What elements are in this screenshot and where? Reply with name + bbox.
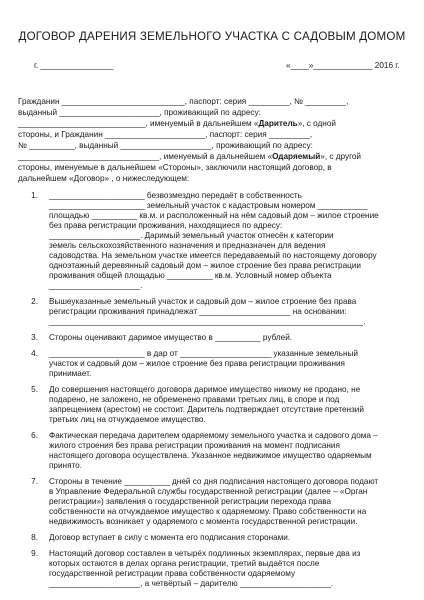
clause-line: запрещением (арестом) не состоит. Даритель подтверждает отсутствие претензий (49, 405, 364, 414)
clause-line: без права регистрации проживания, находящиеся по адресу: (49, 221, 283, 230)
clause-line: настоящего договора осуществлена. Указанное недвижимое имущество одаряемым (49, 451, 372, 460)
clause-line: До совершения настоящего договора даримое имущество никому не продано, не (49, 385, 361, 394)
intro-text: _______________________________, именуемый в дальнейшем « (18, 152, 273, 161)
clause-line: Вышеуказанные земельный участок и садовый дом – жилое строение без права (49, 297, 357, 306)
clause-line: регистрации проживания принадлежат ____________________ на основании: (49, 307, 347, 316)
clause-line: регистрации») заявления о государственной регистрации перехода права (49, 497, 332, 506)
date-line: «____»_____________ 2016 г. (286, 61, 400, 70)
clause-number: 4. (31, 349, 38, 358)
clause-line: Настоящий договор составлен в четырёх подлинных экземплярах, первые два из (49, 549, 361, 558)
clause-line: Договор вступает в силу с момента его подписания сторонами. (49, 533, 291, 542)
clause-line: _____________________ безвозмездно передаёт в собственность (49, 191, 302, 200)
clause-line: государственной регистрации права собственности одаряемому (49, 569, 296, 578)
intro-text: », с одной (297, 119, 336, 128)
intro-line (18, 119, 336, 129)
clause-line: недвижимость возникает у одаряемого с момента государственной регистрации. (49, 517, 358, 526)
clause-line: _____________________________________________________________________. (49, 317, 366, 326)
donor-term: Даритель (258, 119, 298, 128)
donee-term: Одаряемый (272, 152, 321, 161)
clause-line: _____________________ в дар от ____________________ указанные земельный (49, 349, 358, 358)
clause-line: в Управление Федеральной службы государственной регистрации (далее – «Орган (49, 487, 368, 496)
clause-line: подарено, не заложено, не обременено правами третьих лиц, в споре и под (49, 395, 340, 404)
clause-line: _____________________ земельный участок с кадастровым номером ___________ (49, 201, 368, 210)
document-title: ДОГОВОР ДАРЕНИЯ ЗЕМЕЛЬНОГО УЧАСТКА С САДОВЫМ ДОМОМ (18, 30, 406, 43)
clause-line: принято. (49, 461, 83, 470)
clause-line: жилого строения без права регистрации проживания на момент подписания (49, 441, 340, 450)
clause-line: площадью __________ кв.м. и расположенный на нём садовый дом – жилое строение (49, 211, 379, 220)
intro-text: ____________________________, именуемый в дальнейшем « (18, 119, 259, 128)
clause-line: проживания общей площадью __________ кв.м. Условный номер объекта (49, 271, 332, 280)
place-line: г. ________________ (34, 61, 114, 70)
intro-line: № __________, выданный ____________________, проживающий по адресу: (18, 141, 313, 150)
clause-line: третьих лиц на отчуждаемое имущество. (49, 415, 206, 424)
clause-number: 1. (31, 191, 38, 200)
clause-line: земель сельскохозяйственного назначения и предназначен для ведения (49, 241, 326, 250)
clause-number: 7. (31, 477, 38, 486)
clause-line: которых остаются в делах органа регистрации, третий выдаётся после (49, 559, 320, 568)
clause-line: ____________________, а четвёртый – дарителю ____________________. (49, 579, 334, 588)
intro-line: дальнейшем «Договор» , о нижеследующем: (18, 174, 190, 183)
clause-line: ____________________. (49, 281, 143, 290)
clause-line: собственности на отчуждаемое имущество к одаряемому. Право собственности на (49, 507, 367, 516)
clause-line: Стороны в течение __________ дней со дня подписания настоящего договора подают (49, 477, 379, 486)
clause-line: Фактическая передача дарителем одаряемому земельного участка и садового дома – (49, 431, 378, 440)
clause-number: 2. (31, 297, 38, 306)
clause-line: одноэтажный деревянный садовый дом – жилое строение без права регистрации (49, 261, 362, 270)
intro-line: стороны, и Гражданин ______________________, паспорт: серия _________, (18, 130, 313, 139)
intro-line: Гражданин ___________________________, паспорт: серия _________, № _________, (18, 97, 349, 106)
clause-line: принимает. (49, 369, 92, 378)
clause-number: 3. (31, 333, 38, 342)
clause-line: садоводства. На земельном участке имеется передаваемый по настоящему договору (49, 251, 377, 260)
intro-line: стороны, именуемые в дальнейшем «Стороны», заключили настоящий договор, в (18, 163, 332, 172)
clause-number: 6. (31, 431, 38, 440)
clause-line: участок и садовый дом – жилое строение без права регистрации проживания (49, 359, 345, 368)
clause-line: Стороны оценивают даримое имущество в __________ рублей. (49, 333, 293, 342)
intro-line: выданный ______________________, проживающий по адресу: (18, 108, 261, 117)
clause-line: ____________________. Даримый земельный участок отнесён к категории (49, 231, 334, 240)
intro-line (18, 152, 361, 162)
intro-text: », с другой (320, 152, 362, 161)
clause-number: 5. (31, 385, 38, 394)
clause-number: 9. (31, 549, 38, 558)
clause-number: 8. (31, 533, 38, 542)
